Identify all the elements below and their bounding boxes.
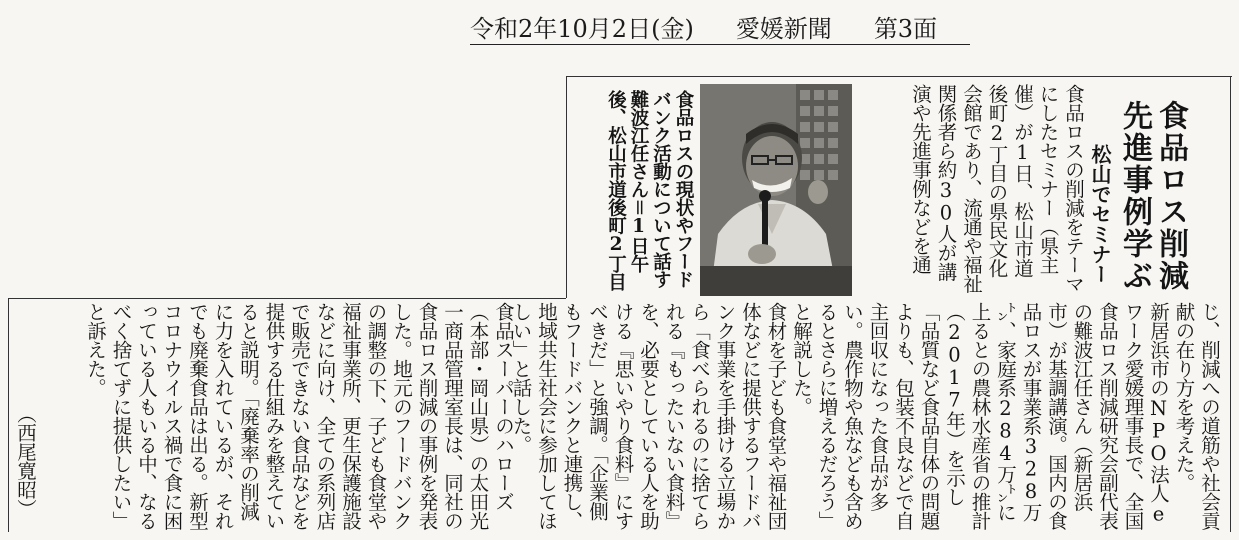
page-header bbox=[470, 10, 970, 45]
article-subhead: 松山でセミナー bbox=[1088, 144, 1112, 284]
article-byline: （西尾寛昭） bbox=[14, 404, 37, 518]
article-lead: 食品ロスの削減をテーマにしたセミナー（県主催）が1日、松山市道後町2丁目の県民文化会館であり、流通や福祉関係者ら約30人が講演や先進事例などを通 bbox=[909, 84, 1085, 293]
header-date: 令和2年10月2日(金) bbox=[470, 15, 694, 43]
article-headline: 食品ロス削減 先進事例学ぶ bbox=[1117, 100, 1188, 292]
frame-rule-top bbox=[566, 76, 1232, 77]
frame-rule-right bbox=[1230, 76, 1231, 532]
article-body-main: じ、削減への道筋や社会貢献の在り方を考えた。 新居浜市のNPO法人eワーク愛媛理事長で、全国食品ロス削減研究会副代表の難波江任さん（新居浜市）が基調講演。国内の食品ロスが事業系328万㌧、家庭系284万㌧に上るとの農林水産省の推計（2017年）を示し「品質など食品自体の問題よりも、包装不良などで自主回収になった食品が多い。農作物や魚なども含めるとさらに増えるだろう」と解説した。 食材を子ども食堂や福祉団体などに提供するフードバンク事業を手掛ける立場から「食べられるのに捨てられる『もったいない食料』を、必要としている人を助ける『思いやり食料』にすべきだ」と強調。「企業側もフードバンクと連携し、地域共生社会に参加してほしい」と話した。 bbox=[509, 302, 1221, 530]
frame-rule-middle bbox=[8, 298, 566, 299]
article-body-continued: 食品スーパーのハローズ（本部・岡山県）の太田光一商品管理室長は、同社の食品ロス削減の事例を発表した。地元のフードバンクの調整の下、子ども食堂や福祉事業所、更生保護施設などに向け、全ての系列店で販売できない食品などを提供する仕組みを整えていると説明。「廃棄率の削減に力を入れているが、それでも廃棄食品は出る。新型コロナウイルス禍で食に困っている人もいる中、なるべく捨てずに提供したい」と訴えた。 bbox=[84, 302, 515, 530]
header-paper: 愛媛新聞 bbox=[735, 15, 832, 43]
header-page: 第3面 bbox=[873, 15, 938, 43]
speaker-photo bbox=[700, 84, 852, 296]
frame-rule-left bbox=[8, 298, 9, 532]
photo-caption: 食品ロスの現状やフードバンク活動について話す難波江任さん＝1日午後、松山市道後町2丁目 bbox=[605, 90, 694, 291]
